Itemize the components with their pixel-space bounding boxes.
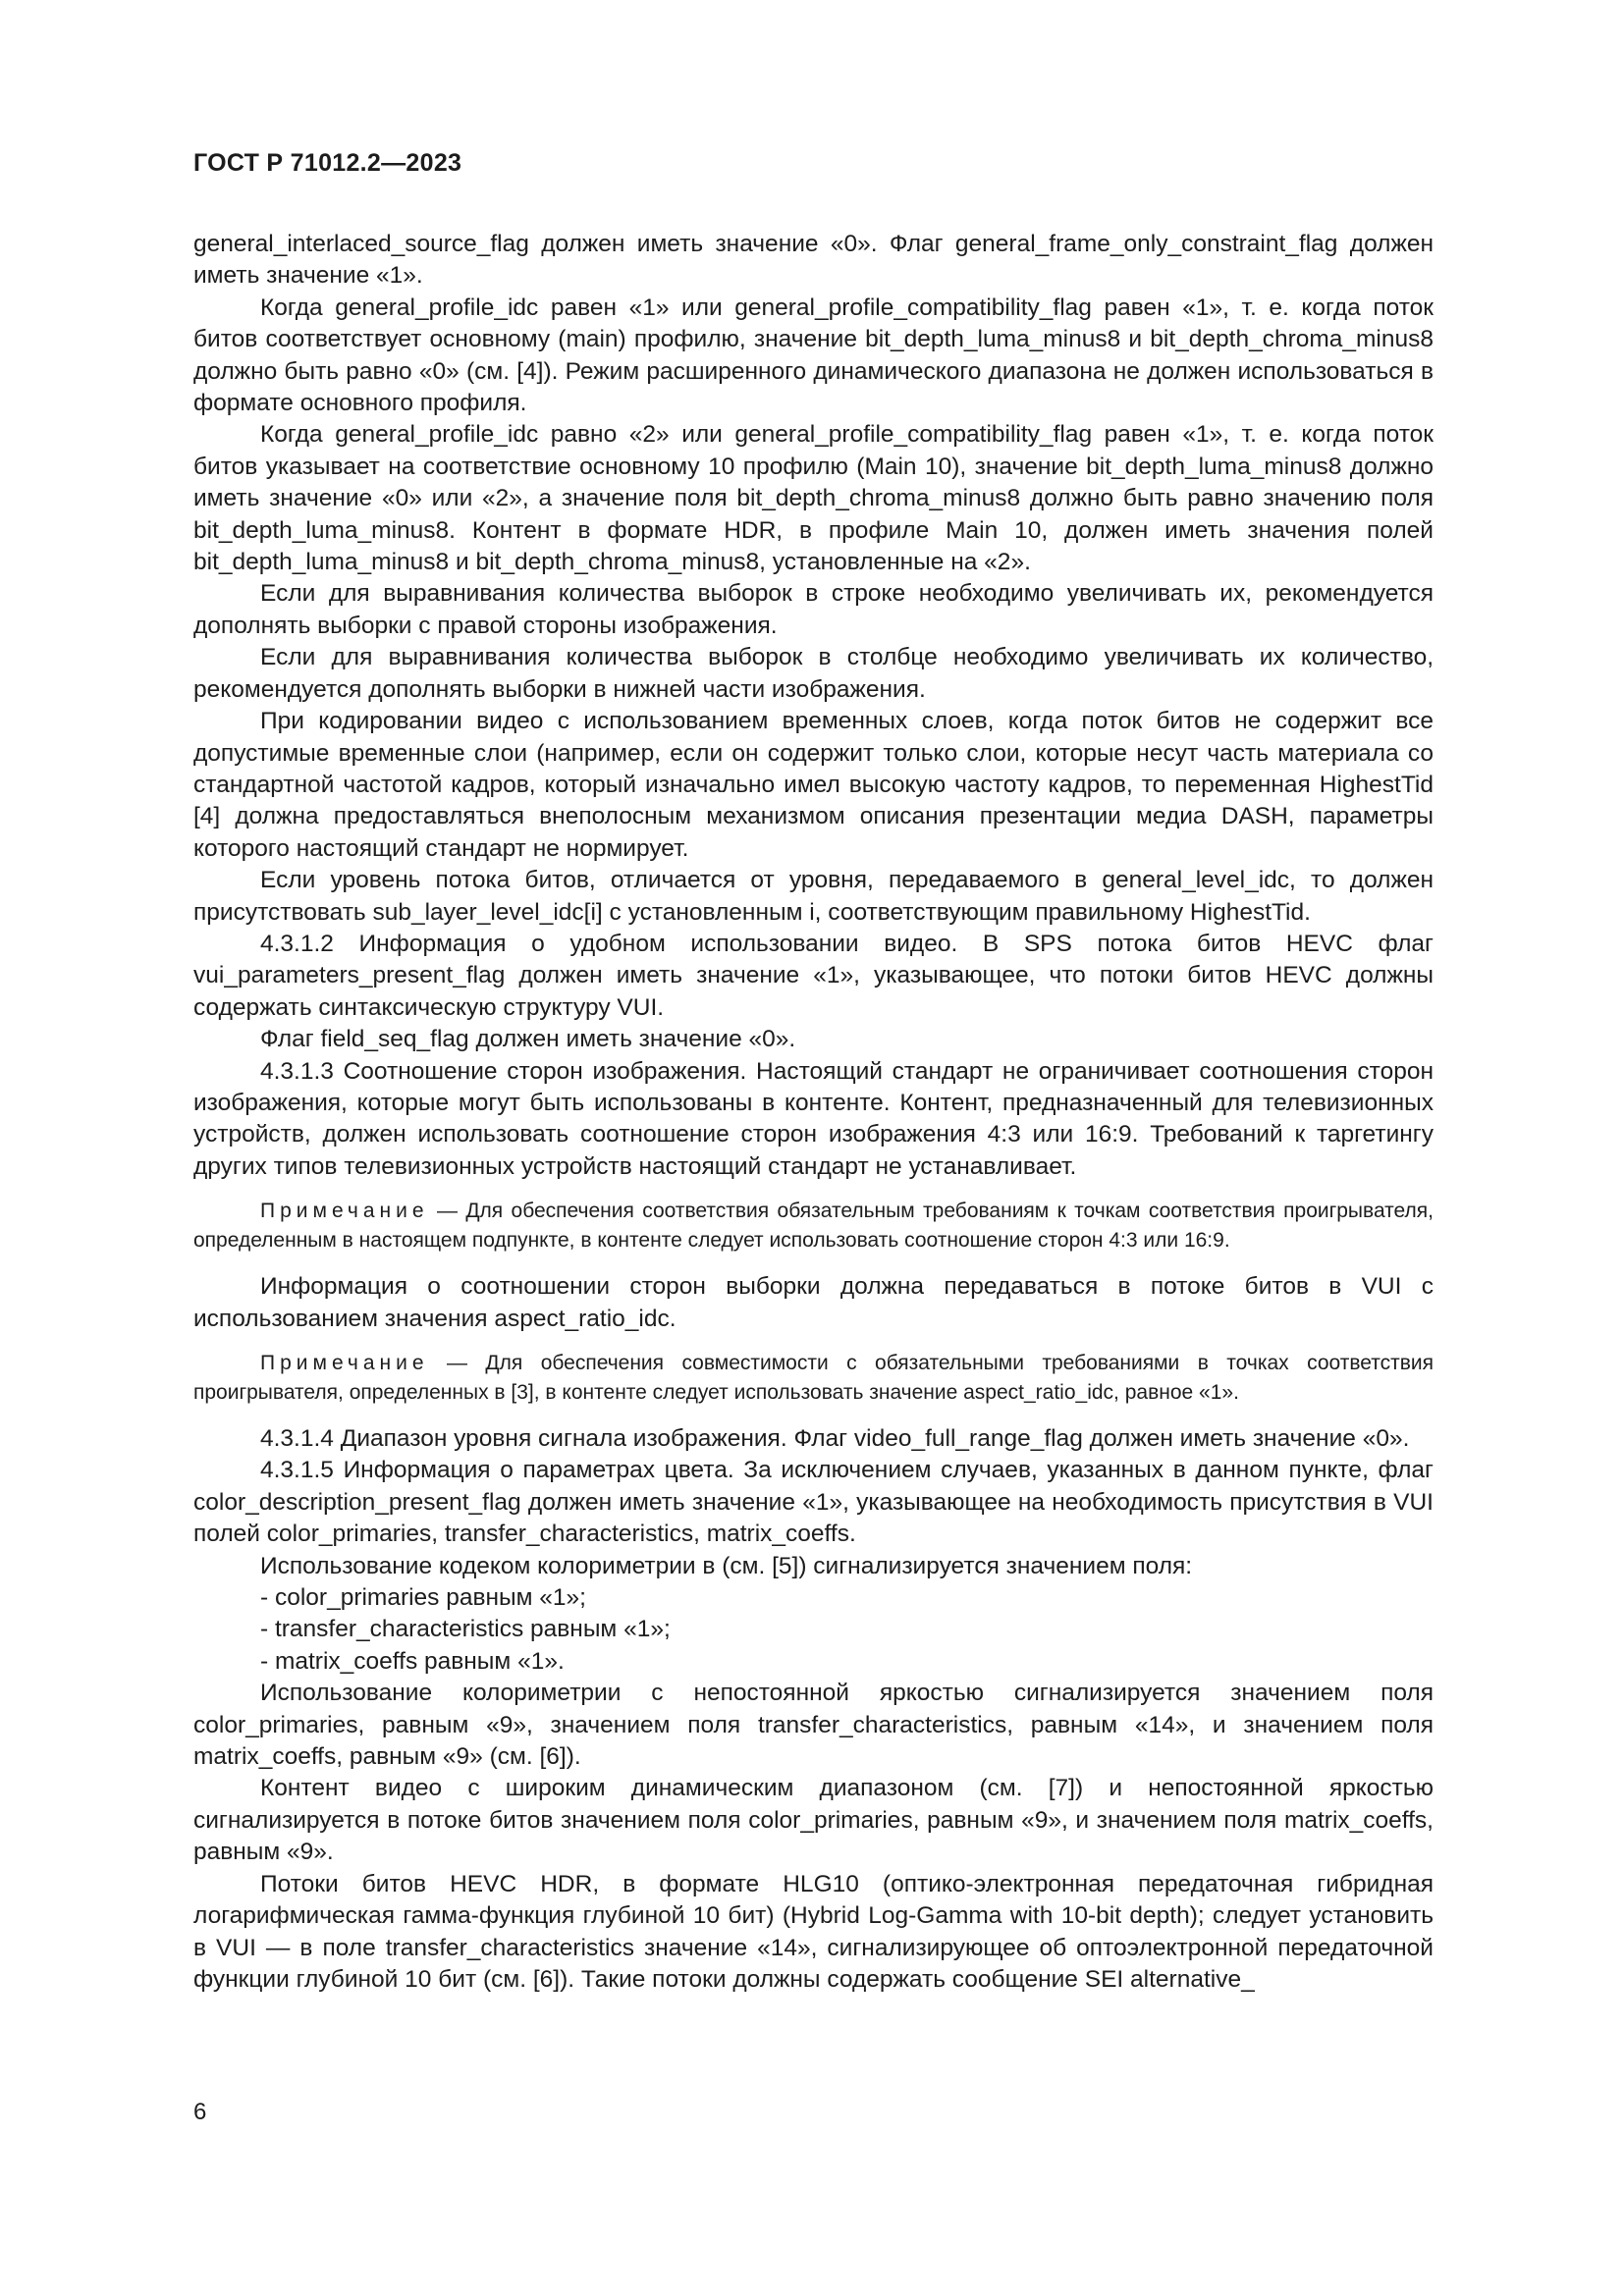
note-label: Примечание	[260, 1200, 429, 1223]
list-item: - matrix_coeffs равным «1».	[260, 1647, 565, 1675]
note-text: — Для обеспечения совместимости с обязательными требованиями в точках соответствия проигрывателя, определенных в [3], в контенте следует использовать значение aspect_ratio_idc, равное «1».	[193, 1352, 1434, 1404]
section-paragraph-4-3-1-4: 4.3.1.4 Диапазон уровня сигнала изображения. Флаг video_full_range_flag должен иметь значение «0».	[260, 1425, 1410, 1452]
section-paragraph-4-3-1-3: 4.3.1.3 Соотношение сторон изображения. Настоящий стандарт не ограничивает соотношения сторон изображения, которые могут быть использованы в контенте. Контент, предназначенный для телевизионных устройств, должен использовать соотношение сторон изображения 4:3 или 16:9. Требований к таргетингу других типов телевизионных устройств настоящий стандарт не устанавливает.	[193, 1057, 1434, 1180]
paragraph: Когда general_profile_idc равно «2» или general_profile_compatibility_flag равен «1», т. е. когда поток битов указывает на соответствие основному 10 профилю (Main 10), значение bit_depth_luma_minus8 должно иметь значение «0» или «2», а значение поля bit_depth_chroma_minus8 должно быть равно значению поля bit_depth_luma_minus8. Контент в формате HDR, в профиле Main 10, должен иметь значения полей bit_depth_luma_minus8 и bit_depth_chroma_minus8, установленные на «2».	[193, 421, 1434, 576]
paragraph: Если для выравнивания количества выборок в строке необходимо увеличивать их, рекомендуется дополнять выборки с правой стороны изображения.	[193, 580, 1434, 639]
document-header: ГОСТ Р 71012.2—2023	[193, 149, 462, 177]
paragraph: Флаг field_seq_flag должен иметь значение «0».	[260, 1026, 796, 1053]
note-text: — Для обеспечения соответствия обязательным требованиям к точкам соответствия проигрывателя, определенным в настоящем подпункте, в контенте следует использовать соотношение сторон 4:3 или 16:9.	[193, 1200, 1434, 1253]
section-paragraph-4-3-1-5: 4.3.1.5 Информация о параметрах цвета. За исключением случаев, указанных в данном пункте, флаг color_description_present_flag должен иметь значение «1», указывающее на необходимость присутствия в VUI полей color_primaries, transfer_characteristics, matrix_coeffs.	[193, 1457, 1434, 1548]
note-1	[193, 1197, 1434, 1255]
list-item: - color_primaries равным «1»;	[260, 1584, 586, 1612]
colorimetry-list	[193, 1582, 1434, 1678]
paragraph: Контент видео с широким динамическим диапазоном (см. [7]) и непостоянной яркостью сигнализируется в потоке битов значением поля color_primaries, равным «9», и значением поля matrix_coeffs, равным «9».	[193, 1775, 1434, 1866]
paragraph: general_interlaced_source_flag должен иметь значение «0». Флаг general_frame_only_constraint_flag должен иметь значение «1».	[193, 231, 1434, 290]
list-item: - transfer_characteristics равным «1»;	[260, 1616, 671, 1643]
section-paragraph-4-3-1-2: 4.3.1.2 Информация о удобном использовании видео. В SPS потока битов HEVC флаг vui_parameters_present_flag должен иметь значение «1», указывающее, что потоки битов HEVC должны содержать синтаксическую структуру VUI.	[193, 930, 1434, 1021]
note-2	[193, 1349, 1434, 1408]
paragraph: Если для выравнивания количества выборок в столбце необходимо увеличивать их количество, рекомендуется дополнять выборки в нижней части изображения.	[193, 644, 1434, 703]
paragraph: Информация о соотношении сторон выборки должна передаваться в потоке битов в VUI с использованием значения aspect_ratio_idc.	[193, 1273, 1434, 1332]
note-label: Примечание	[260, 1352, 429, 1374]
page-number: 6	[193, 2099, 207, 2125]
paragraph: Использование кодеком колориметрии в (см. [5]) сигнализируется значением поля:	[260, 1552, 1193, 1579]
paragraph: Использование колориметрии с непостоянной яркостью сигнализируется значением поля color_primaries, равным «9», значением поля transfer_characteristics, равным «14», и значением поля matrix_coeffs, равным «9» (см. [6]).	[193, 1680, 1434, 1771]
paragraph: Когда general_profile_idc равен «1» или general_profile_compatibility_flag равен «1», т. е. когда поток битов соответствует основному (main) профилю, значение bit_depth_luma_minus8 и bit_depth_chroma_minus8 должно быть равно «0» (см. [4]). Режим расширенного динамического диапазона не должен использоваться в формате основного профиля.	[193, 294, 1434, 417]
paragraph: При кодировании видео с использованием временных слоев, когда поток битов не содержит все допустимые временные слои (например, если он содержит только слои, которые несут часть материала со стандартной частотой кадров, который изначально имел высокую частоту кадров, то переменная HighestTid [4] должна предоставляться внеполосным механизмом описания презентации медиа DASH, параметры которого настоящий стандарт не нормирует.	[193, 708, 1434, 862]
document-body	[193, 229, 1434, 1996]
paragraph: Если уровень потока битов, отличается от уровня, передаваемого в general_level_idc, то должен присутствовать sub_layer_level_idc[i] с установленным i, соответствующим правильному HighestTid.	[193, 867, 1434, 926]
paragraph: Потоки битов HEVC HDR, в формате HLG10 (оптико-электронная передаточная гибридная логарифмическая гамма-функция глубиной 10 бит) (Hybrid Log-Gamma with 10-bit depth); следует установить в VUI — в поле transfer_characteristics значение «14», сигнализирующее об оптоэлектронной передаточной функции глубиной 10 бит (см. [6]). Такие потоки должны содержать сообщение SEI alternative_	[193, 1870, 1434, 1993]
